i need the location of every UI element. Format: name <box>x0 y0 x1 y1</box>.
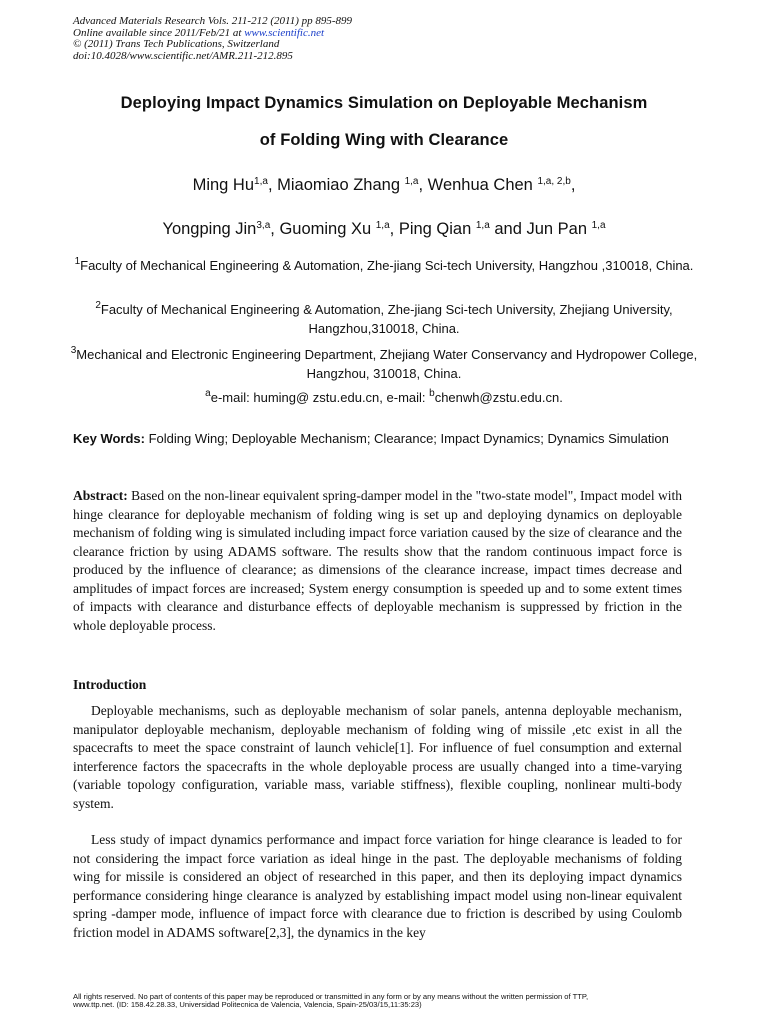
affiliation-text: Faculty of Mechanical Engineering & Automation, Zhe-jiang Sci-tech University, Hangzhou ,310018, China. <box>80 258 694 273</box>
keywords-block <box>73 429 681 448</box>
affiliation-mark: 3 <box>70 345 77 356</box>
introduction-paragraph-2: Less study of impact dynamics performance and impact force variation for hinge clearance is leaded to for not considering the impact force variation as ideal hinge in the past. The deployable mechanisms of folding wing for missile is considered an object of researched in this paper, and then its deploying impact dynamics performance considering hinge clearance is analyzed by establishing impact model using non-linear equivalent spring -damper mode, influence of impact force with clearance due to friction is described by using Coulomb friction model in ADAMS software[2,3], the dynamics in the key <box>73 832 682 940</box>
author-affiliation-mark: 1,a <box>375 220 390 231</box>
author-separator: , <box>270 220 280 238</box>
author-affiliation-mark: 1,a <box>475 220 490 231</box>
author-name: Ming Hu <box>192 176 255 194</box>
author-separator: , <box>267 176 278 194</box>
author-name: Yongping Jin <box>162 220 257 238</box>
affiliation-mark: 1 <box>74 256 81 267</box>
introduction-paragraph-1: Deployable mechanisms, such as deployable mechanism of solar panels, antenna deployable mechanism, manipulator deployable mechanism, deployable mechanism of folding wing of missile ,etc exist in all the spacecrafts to meet the space constraint of launch vehicle[1]. For influence of fuel consumption and external interference factors the spacecrafts in the whole deployable process are usually changed into a time-varying (variable topology configuration, variable mass, variable stiffness), flexible coupling, nonlinear multi-body system. <box>73 703 682 811</box>
email-text-b: chenwh@zstu.edu.cn. <box>434 390 563 405</box>
author-separator: and <box>489 220 527 238</box>
author-separator: , <box>570 176 576 194</box>
author-list-line-2 <box>40 220 728 239</box>
footer-line-1: All rights reserved. No part of contents of this paper may be reproduced or transmitted in any form or by any means without the written permission of TTP, <box>73 992 589 1001</box>
keywords-text: Folding Wing; Deployable Mechanism; Clearance; Impact Dynamics; Dynamics Simulation <box>145 431 669 446</box>
author-separator: , <box>418 176 428 194</box>
affiliation-mark: 2 <box>95 300 101 311</box>
email-mark-a: a <box>205 388 211 399</box>
introduction-heading: Introduction <box>73 677 147 692</box>
email-text-a: e-mail: huming@ zstu.edu.cn, e-mail: <box>210 390 430 405</box>
affiliation-3 <box>60 345 708 383</box>
author-affiliation-mark: 1,a <box>404 176 419 187</box>
author-affiliation-mark: 3,a <box>256 220 271 231</box>
copyright-footer <box>73 993 713 1010</box>
affiliation-text: Faculty of Mechanical Engineering & Automation, Zhe-jiang Sci-tech University, Zhejiang University, Hangzhou,310018, China. <box>100 302 673 336</box>
journal-volume-line: Advanced Materials Research Vols. 211-212 (2011) pp 895-899 <box>73 15 353 27</box>
footer-line-2: www.ttp.net. (ID: 158.42.28.33, Universidad Politecnica de Valencia, Valencia, Spain-25/03/15,11:35:23) <box>73 1000 422 1010</box>
author-affiliation-mark: 1,a <box>591 220 606 231</box>
affiliation-text: Mechanical and Electronic Engineering Department, Zhejiang Water Conservancy and Hydropower College, Hangzhou, 310018, China. <box>76 347 698 381</box>
affiliation-2 <box>60 300 708 338</box>
paper-title-line-1: Deploying Impact Dynamics Simulation on Deployable Mechanism <box>120 94 648 112</box>
email-mark-b: b <box>429 388 435 399</box>
affiliation-1 <box>60 256 708 275</box>
author-separator: , <box>389 220 399 238</box>
abstract-label: Abstract: <box>73 488 128 503</box>
author-name: Jun Pan <box>526 220 592 238</box>
author-list-line-1 <box>40 176 728 195</box>
author-affiliation-mark: 1,a, 2,b <box>537 176 571 187</box>
author-affiliation-mark: 1,a <box>254 176 268 187</box>
publisher-link[interactable]: www.scientific.net <box>244 26 325 39</box>
abstract-text: Based on the non-linear equivalent spring-damper model in the "two-state model", Impact model with hinge clearance for deployable mechanism of folding wing is set up and deploying dynamics on deployable mechanism of folding wing is simulated including impact force variation caused by the size of clearance and the clearance friction by using ADAMS software. The results show that the random continuous impact force is produced by the influence of clearance; as dimensions of the clearance increase, impact times decrease and amplitudes of impact forces are increased; System energy consumption is speeded up and to some extent times of impacts with clearance and disturbance effects of deployable mechanism is suppressed by friction in the whole deployable process. <box>73 488 682 633</box>
author-name: Ping Qian <box>398 220 476 238</box>
doi-line: doi:10.4028/www.scientific.net/AMR.211-212.895 <box>73 49 293 62</box>
online-date-text: Online available since 2011/Feb/21 at <box>73 26 245 39</box>
journal-header <box>73 16 352 62</box>
author-name: Miaomiao Zhang <box>277 176 405 194</box>
author-name: Wenhua Chen <box>427 176 538 194</box>
keywords-label: Key Words: <box>73 431 145 446</box>
paper-title-line-2: of Folding Wing with Clearance <box>259 131 509 149</box>
copyright-line: © (2011) Trans Tech Publications, Switzerland <box>73 38 280 51</box>
contact-emails <box>60 388 708 407</box>
author-name: Guoming Xu <box>279 220 376 238</box>
abstract-block <box>73 487 682 635</box>
